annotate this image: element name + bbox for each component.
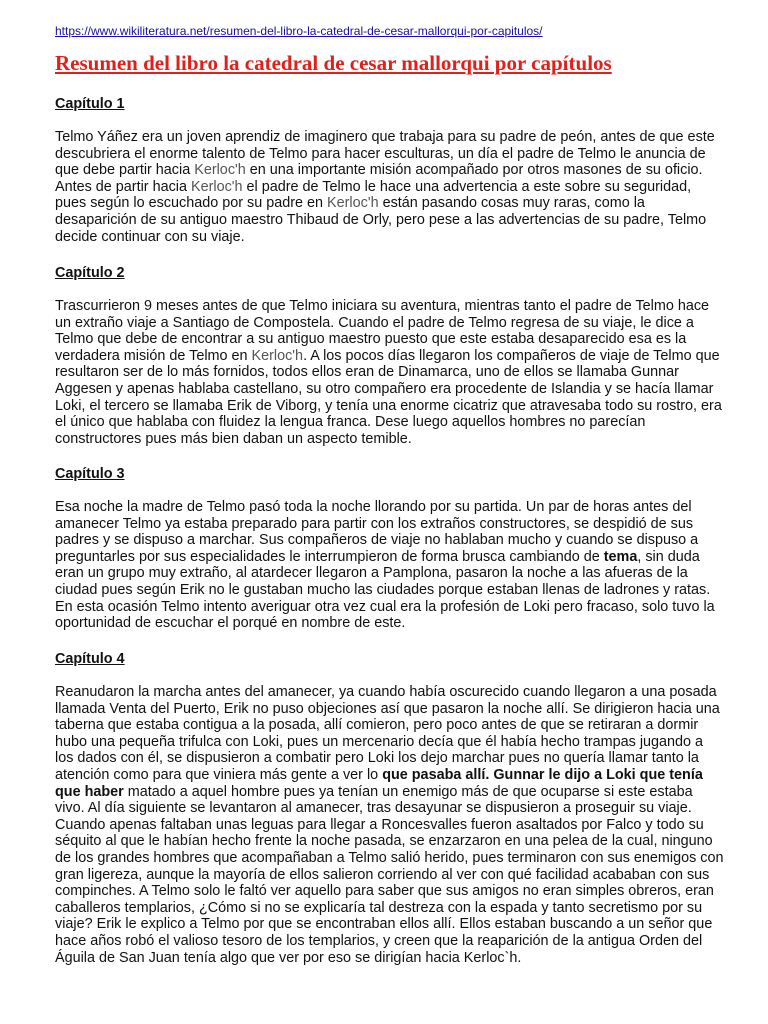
place-name: Kerloc'h <box>191 178 243 195</box>
chapter-heading: Capítulo 1 <box>55 96 125 112</box>
chapter-4 <box>55 651 725 966</box>
bold-text: que pasaba allí. Gunnar le dijo a Loki que tenía que haber <box>55 766 703 800</box>
chapter-3 <box>55 466 725 632</box>
bold-text: tema <box>603 548 638 565</box>
chapter-text: Trascurrieron 9 meses antes de que Telmo iniciara su aventura, mientras tanto el padre de Telmo hace un extraño viaje a Santiago de Compostela. Cuando el padre de Telmo regresa de su viaje, le dice a Telmo que debe de encontrar a su antiguo maestro puesto que este estaba desaparecido esa es la verdadera misión de Telmo en Kerloc'h. A los pocos días llegaron los compañeros de viaje de Telmo que resultaron ser de lo más fornidos, todos ellos eran de Dinamarca, uno de ellos se llamaba Gunnar Aggesen y apenas hablaba castellano, su otro compañero era procedente de Islandia y se hacía llamar Loki, el tercero se llamaba Erik de Viborg, y tenía una enorme cicatriz que atravesaba todo su rostro, era el único que hablaba con fluidez la lengua franca. Dese luego aquellos hombres no parecían constructores pues más bien daban un aspecto temible. <box>55 298 722 447</box>
chapter-heading: Capítulo 3 <box>55 466 125 482</box>
chapter-text: Esa noche la madre de Telmo pasó toda la noche llorando por su partida. Un par de horas antes del amanecer Telmo ya estaba preparado para partir con los extraños constructores, se despidió de sus padres y se dispuso a marchar. Sus compañeros de viaje no hablaban mucho y cuando se dispuso a preguntarles por sus especialidades le interrumpieron de forma brusca cambiando de tema, sin duda eran un grupo muy extraño, al atardecer llegaron a Pamplona, pasaron la noche a las afueras de la ciudad pues según Erik no le gustaban mucho las ciudades porque estaban llenas de ladrones y ratas. En esta ocasión Telmo intento averiguar otra vez cual era la profesión de Loki pero fracaso, solo tuvo la oportunidad de escuchar el porqué en nombre de este. <box>55 499 715 632</box>
chapter-2 <box>55 265 725 447</box>
place-name: Kerloc'h <box>327 195 379 212</box>
chapter-text: Telmo Yáñez era un joven aprendiz de imaginero que trabaja para su padre de peón, antes de que este descubriera el enorme talento de Telmo para hacer esculturas, un día el padre de Telmo le anuncia de que debe partir hacia Kerloc'h en una importante misión acompañado por otros masones de su oficio. Antes de partir hacia Kerloc'h el padre de Telmo le hace una advertencia a este sobre su seguridad, pues según lo escuchado por su padre en Kerloc'h están pasando cosas muy raras, como la desaparición de su antiguo maestro Thibaud de Orly, pero pese a las advertencias de su padre, Telmo decide continuar con su viaje. <box>55 129 715 245</box>
place-name: Kerloc'h <box>194 162 246 179</box>
page-title: Resumen del libro la catedral de cesar mallorqui por capítulos <box>55 51 612 75</box>
chapter-1 <box>55 96 725 245</box>
chapter-heading: Capítulo 2 <box>55 265 125 281</box>
source-url-link[interactable]: https://www.wikiliteratura.net/resumen-del-libro-la-catedral-de-cesar-mallorqui-por-capitulos/ <box>55 24 543 38</box>
chapter-text: Reanudaron la marcha antes del amanecer, ya cuando había oscurecido cuando llegaron a una posada llamada Venta del Puerto, Erik no puso objeciones así que pasaron la noche allí. Se dirigieron hacia una taberna que estaba contigua a la posada, allí comieron, pero poco antes de que se retiraran a dormir hubo una pequeña trifulca con Loki, pues un mercenario decía que él había hecho trampas jugando a los dados con él, se dispusieron a combatir pero Loki los dejo marchar pues no quería llamar tanto la atención como para que viniera más gente a ver lo que pasaba allí. Gunnar le dijo a Loki que tenía que haber matado a aquel hombre pues ya tenían un enemigo más de que ocuparse si este estaba vivo. Al día siguiente se levantaron al amanecer, tras desayunar se dispusieron a proseguir su viaje. Cuando apenas faltaban unas leguas para llegar a Roncesvalles fueron asaltados por Falco y todo su séquito al que le habían hecho frente la noche pasada, se enzarzaron en una pelea de la cual, ninguno de los grandes hombres que acompañaban a Telmo salió herido, pues terminaron con sus enemigos con gran ligereza, aunque la mayoría de ellos salieron corriendo al ver con qué facilidad acababan con sus compinches. A Telmo solo le faltó ver aquello para saber que sus amigos no eran simples obreros, eran caballeros templarios, ¿Cómo si no se explicaría tal destreza con la espada y tanto secretismo por su viaje? Erik le explico a Telmo por que se encontraban ellos allí. Ellos estaban buscando a un señor que hace años robó el valioso tesoro de los templarios, y creen que la reaparición de la antigua Orden del Águila de San Juan tenía algo que ver por eso se dirigían hacia Kerloc`h. <box>55 684 724 966</box>
chapter-heading: Capítulo 4 <box>55 651 125 667</box>
place-name: Kerloc'h <box>251 347 304 364</box>
